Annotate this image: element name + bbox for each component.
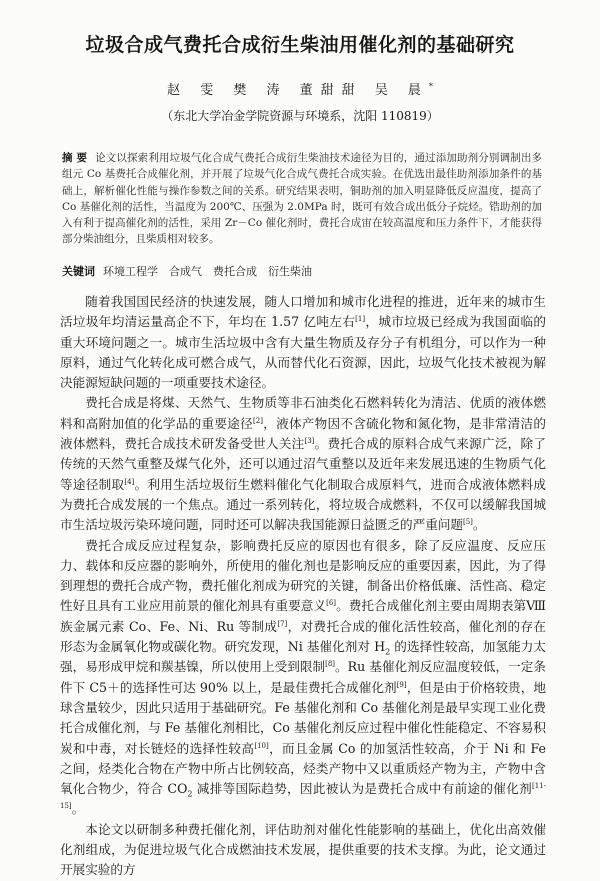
authors-text: 赵 雯 樊 涛 董甜甜 吴 晨 [167,83,429,98]
citation: [6] [326,599,337,608]
citation: [1] [355,315,366,324]
p2-text: 。利用生活垃圾衍生燃料催化气化制取合成原料气，进而合成液体燃料成为费托合成发展的一个焦点。通过一系列转化，将垃圾合成燃料，不仅可以缓解我国城市生活垃圾污染环境问题，同时还可以解决我国能源日益匮乏的严重问题 [60,476,547,533]
abstract-label: 摘 要 [62,152,88,164]
body-text [60,292,546,881]
citation: [8] [325,660,336,669]
citation: [5] [463,518,473,527]
p3-text: 。 [71,801,85,817]
affiliation: （东北大学冶金学院资源与环境系，沈阳 110819） [161,109,439,123]
paragraph-2 [60,393,546,535]
paragraph-3 [60,536,546,820]
citation: [4] [124,477,135,486]
citation: [11-15] [60,782,546,811]
keywords-text: 环境工程学 合成气 费托合成 衍生柴油 [103,265,312,278]
keywords-label: 关键词 [62,265,95,278]
p4-text: 本论文以研制多种费托催化剂，评估助剂对催化性能影响的基础上，优化出高效催化剂组成，为促进垃圾气化合成燃油技术发展，提供重要的技术支撑。为此，论文通过开展实验的方 [60,821,546,878]
p3-text: ，对费托合成的催化活性较高，催化剂的存在形态为金属氧化物或碳化物。研究发现，Ni 基催化剂对 H [60,618,547,655]
p3-text: 的选择性较高，加氢能力太强，易形成甲烷和羰基镍，所以使用上受到限制 [60,639,546,675]
p2-text: ，液体产物因不含硫化物和氮化物，是非常清洁的液体燃料，费托合成技术研发备受世人关注 [60,415,547,452]
p2-text: 。 [472,517,486,533]
p2-text: 。费托合成的原料合成气来源广泛，除了传统的天然气重整及煤气化外，还可以通过沼气重整以及近年来发展迅速的生物质气化等途径制取 [60,436,547,492]
paragraph-1 [60,292,546,393]
abstract-text: 论文以探索利用垃圾气化合成气费托合成衍生柴油技术途径为目的，通过添加助剂分别调制出多组元 Co 基费托合成催化剂，并开展了垃圾气化合成气费托合成实验。在优选出最佳助剂添加条件的基础上，解析催化性能与操作参数之间的关系。研究结果表明，铜助剂的加入明显降低反应温度，提高了 Co 基催化剂的活性，当温度为 200℃、压强为 2.0MPa 时，既可有效合成出低分子烷烃。锆助剂的加入有利于提高催化剂的活性，采用 Zr－Co 催化剂时，费托合成宙在较高温度和压力条件下，才能获得部分柴油组分，且柴质相对较多。 [62,152,543,246]
author-list [0,79,600,98]
citation: [9] [396,680,407,689]
p3-text: 。费托合成催化剂主要由周期表第Ⅷ族金属元素 Co、Fe、Ni、Ru 等制成 [60,598,546,634]
abstract [62,150,542,248]
p1-text: 随着我国国民经济的快速发展，随人口增加和城市化进程的推进，近年来的城市生活垃圾年均清运量高企不下，年均在 1.57 亿吨左右 [60,294,546,330]
citation: [3] [304,437,315,446]
subscript: 2 [187,789,193,799]
p2-text: 费托合成是将煤、天然气、生物质等非石油类化石燃料转化为清洁、优质的液体燃料和高附加值的化学品的重要途径 [60,395,546,431]
citation: [2] [253,416,263,425]
citation: [10] [254,741,269,750]
p1-tail: ，城市垃圾已经成为我国面临的重大环境问题之一。城市生活垃圾中含有大量生物质及存分子有机组分，可以作为一种原料，通过气化转化成可燃合成气，从而替代化石资源，因此，垃圾气化技术被视为解决能源短缺问题的一项重要技术途径。 [60,314,546,391]
author-mark: * [428,82,433,91]
p3-text: ，而且金属 Co 的加氢活性较高，介于 Ni 和 Fe 之间，烃类化合物在产物中所占比例较高，烃类产物中又以重质烃产物为主，产物中含氧化合物少，符合 CO [60,740,546,797]
citation: [7] [277,619,288,628]
keywords [62,263,542,279]
p3-text: ，但是由于价格较贵，地球含量较少，因此只适用于基础研究。Fe 基催化剂和 Co 基催化剂是最早实现工业化费托合成催化剂，与 Fe 基催化剂相比，Co 基催化剂反应过程中催化性能稳定、不容易积炭和中毒，对长链烃的选择性较高 [60,679,546,756]
paper-title: 垃圾合成气费托合成衍生柴油用催化剂的基础研究 [85,34,515,56]
p3-text: 费托合成反应过程复杂，影响费托反应的原因也有很多，除了反应温度、反应压力、载体和反应器的影响外，所使用的催化剂也是影响反应的重要因素，因此，为了得到理想的费托合成产物，费托催化剂成为研究的关键，制备出价格低廉、活性高、稳定性好且具有工业应用前景的催化剂具有重要意义 [60,537,546,614]
paragraph-4 [60,820,546,881]
p3-text: 。Ru 基催化剂反应温度较低，一定条件下 C5＋的选择性可达 90% 以上，是最佳费托合成催化剂 [60,659,546,695]
p3-text: 减排等国际趋势，因此被认为是费托合成中有前途的催化剂 [192,781,532,797]
subscript: 2 [385,647,391,657]
